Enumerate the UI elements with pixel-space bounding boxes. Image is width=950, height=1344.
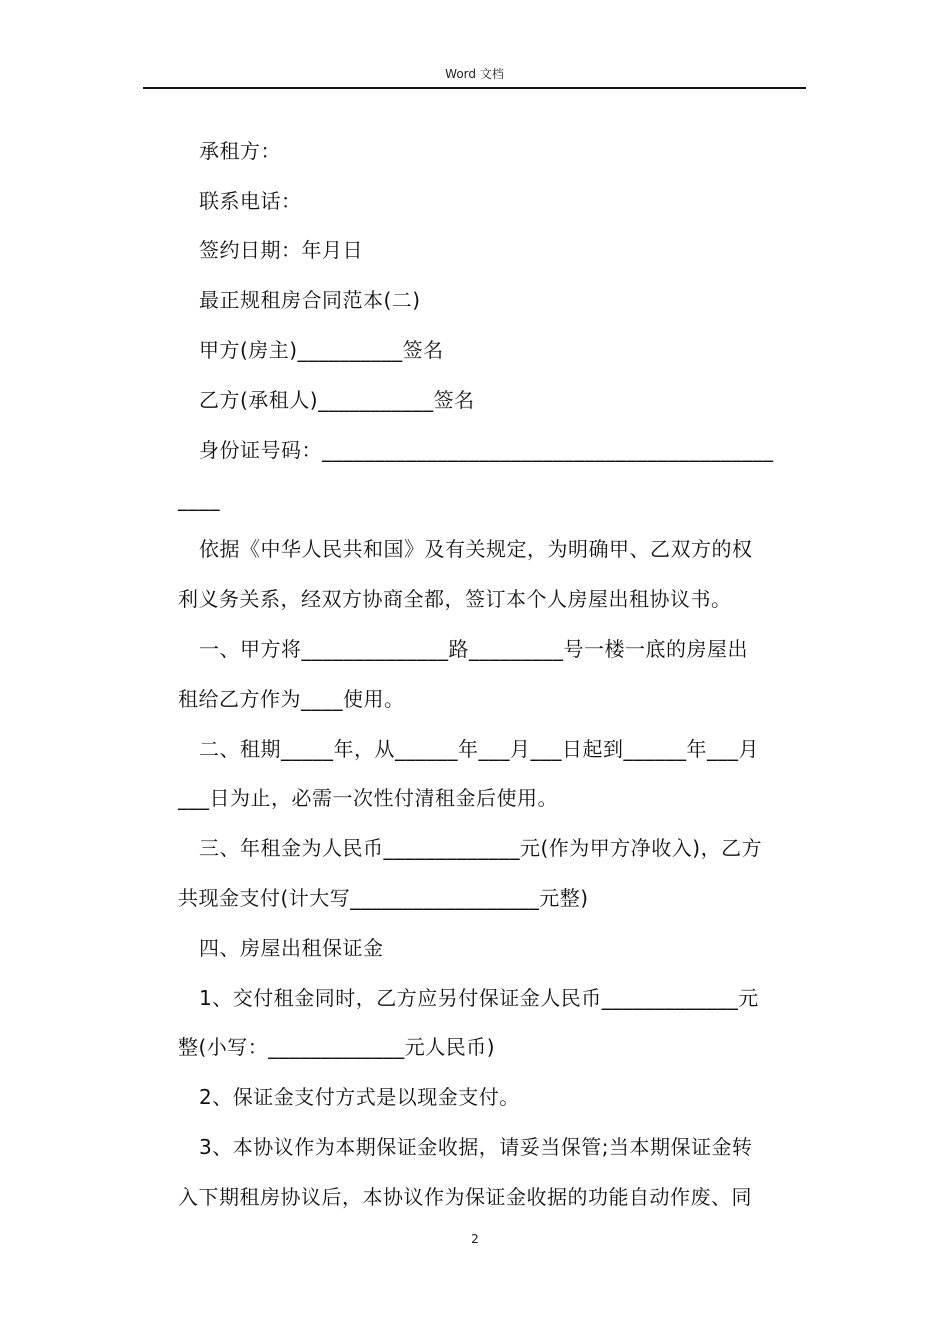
text-line: 乙方(承租人)___________签名 xyxy=(199,388,475,412)
text-line: 3、本协议作为本期保证金收据，请妥当保管;当本期保证金转 xyxy=(199,1135,753,1159)
text-line: ____ xyxy=(178,487,220,511)
text-line: ___日为止，必需一次性付清租金后使用。 xyxy=(178,786,558,810)
page-number: 2 xyxy=(471,1232,479,1246)
text-line: 签约日期：年月日 xyxy=(199,238,363,262)
text-line: 租给乙方作为____使用。 xyxy=(178,687,405,711)
text-line: 整(小写：_____________元人民币) xyxy=(178,1035,496,1059)
text-line: 2、保证金支付方式是以现金支付。 xyxy=(199,1085,520,1109)
text-line: 三、年租金为人民币_____________元(作为甲方净收入)，乙方 xyxy=(199,836,763,860)
text-line: 最正规租房合同范本(二) xyxy=(199,288,421,312)
text-line: 承租方： xyxy=(199,139,281,163)
header-divider xyxy=(143,87,806,89)
text-line: 二、租期_____年，从______年___月___日起到______年___月 xyxy=(199,737,759,761)
text-line: 入下期租房协议后，本协议作为保证金收据的功能自动作废、同 xyxy=(178,1185,752,1209)
text-line: 甲方(房主)__________签名 xyxy=(199,338,444,362)
text-line: 利义务关系，经双方协商全都，签订本个人房屋出租协议书。 xyxy=(178,587,732,611)
text-line: 一、甲方将______________路_________号一楼一底的房屋出 xyxy=(199,637,748,661)
text-line: 共现金支付(计大写__________________元整) xyxy=(178,886,589,910)
text-line: 四、房屋出租保证金 xyxy=(199,936,384,960)
text-line: 依据《中华人民共和国》及有关规定，为明确甲、乙双方的权 xyxy=(199,537,753,561)
page-header-title: Word 文档 xyxy=(445,67,504,81)
text-line: 身份证号码：___________________________________________ xyxy=(199,438,774,462)
text-line: 1、交付租金同时，乙方应另付保证金人民币_____________元 xyxy=(199,986,759,1010)
text-line: 联系电话： xyxy=(199,189,302,213)
